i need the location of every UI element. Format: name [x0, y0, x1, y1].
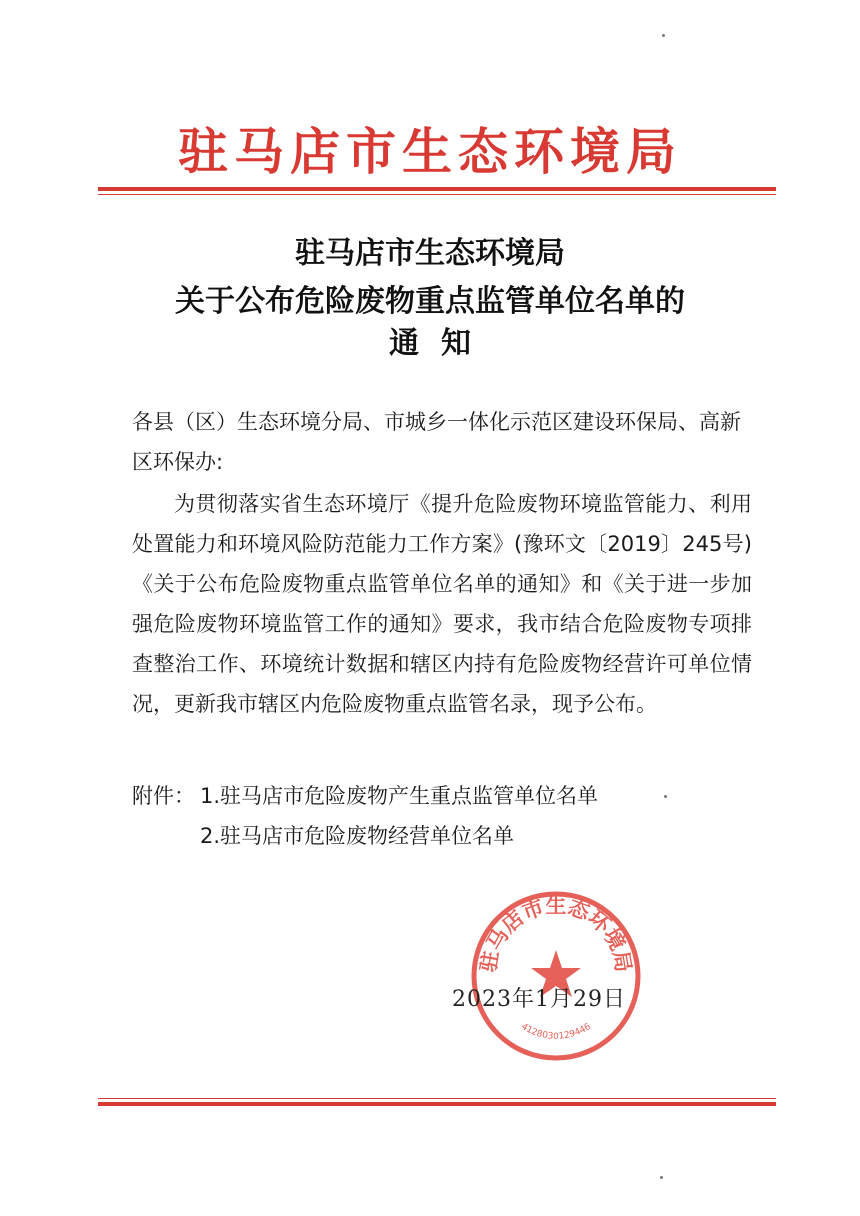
document-title-line-3: 通知	[389, 326, 493, 361]
letterhead-title: 驻马店市生态环境局	[178, 122, 682, 181]
letterhead-rule-thin	[98, 194, 776, 195]
attachment-item: 2.驻马店市危险废物经营单位名单	[200, 824, 515, 848]
scan-speck	[664, 795, 667, 798]
document-title-line-2: 关于公布危险废物重点监管单位名单的	[175, 284, 685, 319]
addressee: 各县（区）生态环境分局、市城乡一体化示范区建设环保局、高新区环保办:	[132, 410, 741, 474]
scan-speck	[662, 34, 665, 37]
official-seal	[468, 888, 644, 1064]
footer-rule-thin	[98, 1098, 776, 1099]
letterhead-rule-thick	[98, 187, 776, 191]
attachment-item: 1.驻马店市危险废物产生重点监管单位名单	[200, 784, 599, 808]
attachments-label: 附件：	[132, 784, 195, 808]
seal-code-text: 4128030129446	[519, 1021, 593, 1042]
body-paragraph: 为贯彻落实省生态环境厅《提升危险废物环境监管能力、利用处置能力和环境风险防范能力工作方案》(豫环文〔2019〕245号)《关于公布危险废物重点监管单位名单的通知》和《关于进一步加强危险废物环境监管工作的通知》要求，我市结合危险废物专项排查整治工作、环境统计数据和辖区内持有危险废物经营许可单位情况，更新我市辖区内危险废物重点监管名录，现予公布。	[132, 492, 752, 716]
scan-speck	[660, 1176, 663, 1179]
document-date: 2023年1月29日	[452, 987, 626, 1012]
document-title-line-1: 驻马店市生态环境局	[295, 236, 565, 271]
footer-rule-thick	[98, 1102, 776, 1106]
seal-org-text: 驻马店市生态环境局	[476, 893, 636, 974]
